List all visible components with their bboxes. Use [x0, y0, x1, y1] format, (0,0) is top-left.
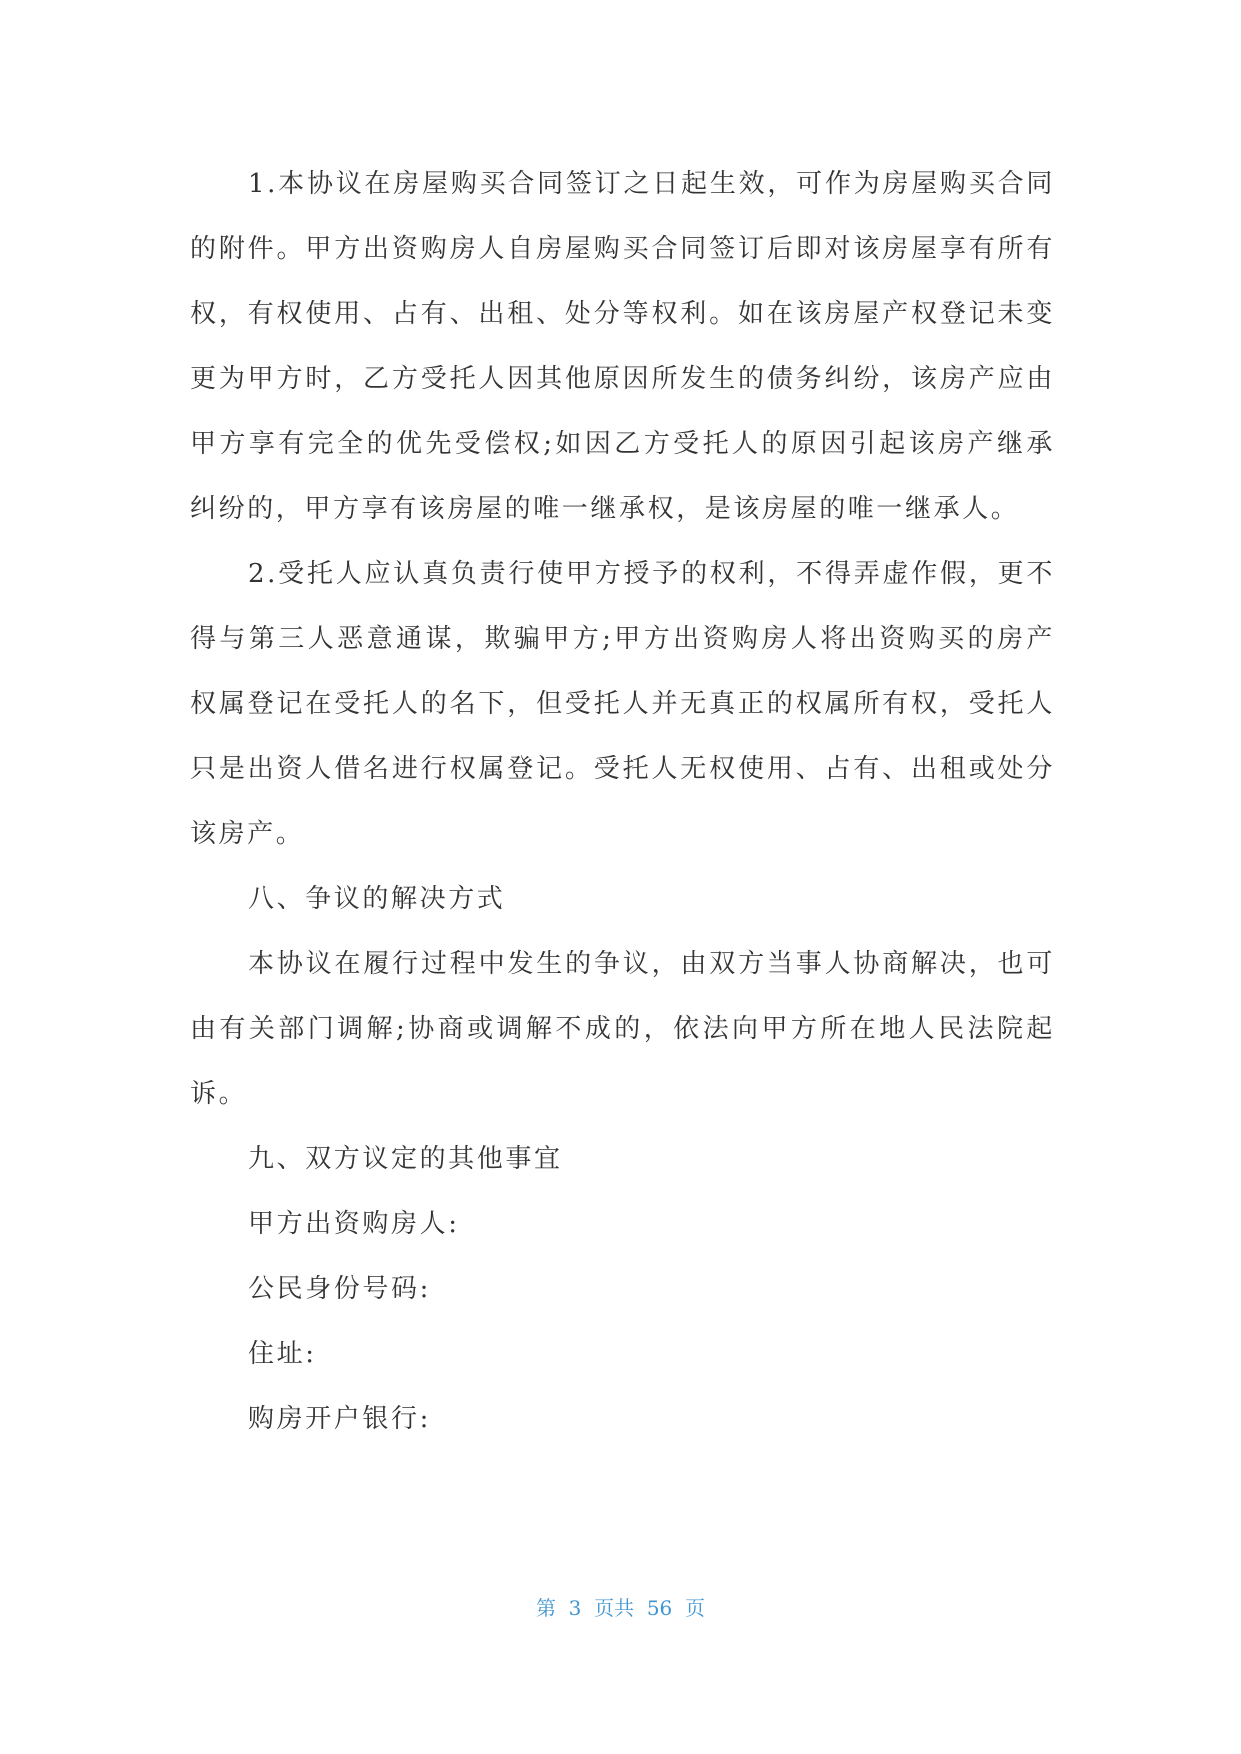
section-8-heading: 八、争议的解决方式 [248, 884, 506, 914]
clause-2-paragraph: 2.受托人应认真负责行使甲方授予的权利，不得弄虚作假，更不得与第三人恶意通谋，欺骗甲方;甲方出资购房人将出资购买的房产权属登记在受托人的名下，但受托人并无真正的权属所有权，受托人只是出资人借名进行权属登记。受托人无权使用、占有、出租或处分该房产。 [190, 559, 1055, 849]
section-9-heading: 九、双方议定的其他事宜 [248, 1144, 563, 1174]
bank-field: 购房开户银行: [248, 1404, 431, 1434]
party-a-buyer-field: 甲方出资购房人: [248, 1209, 460, 1239]
dispute-resolution-paragraph: 本协议在履行过程中发生的争议，由双方当事人协商解决，也可由有关部门调解;协商或调解不成的，依法向甲方所在地人民法院起诉。 [190, 949, 1055, 1109]
document-body [190, 152, 1055, 1452]
clause-1-paragraph: 1.本协议在房屋购买合同签订之日起生效，可作为房屋购买合同的附件。甲方出资购房人自房屋购买合同签订后即对该房屋享有所有权，有权使用、占有、出租、处分等权利。如在该房屋产权登记未变更为甲方时，乙方受托人因其他原因所发生的债务纠纷，该房产应由甲方享有完全的优先受偿权;如因乙方受托人的原因引起该房产继承纠纷的，甲方享有该房屋的唯一继承权，是该房屋的唯一继承人。 [190, 169, 1055, 524]
id-number-field: 公民身份号码: [248, 1274, 431, 1304]
address-field: 住址: [248, 1339, 317, 1369]
page-number-footer: 第 3 页共 56 页 [535, 1596, 706, 1620]
